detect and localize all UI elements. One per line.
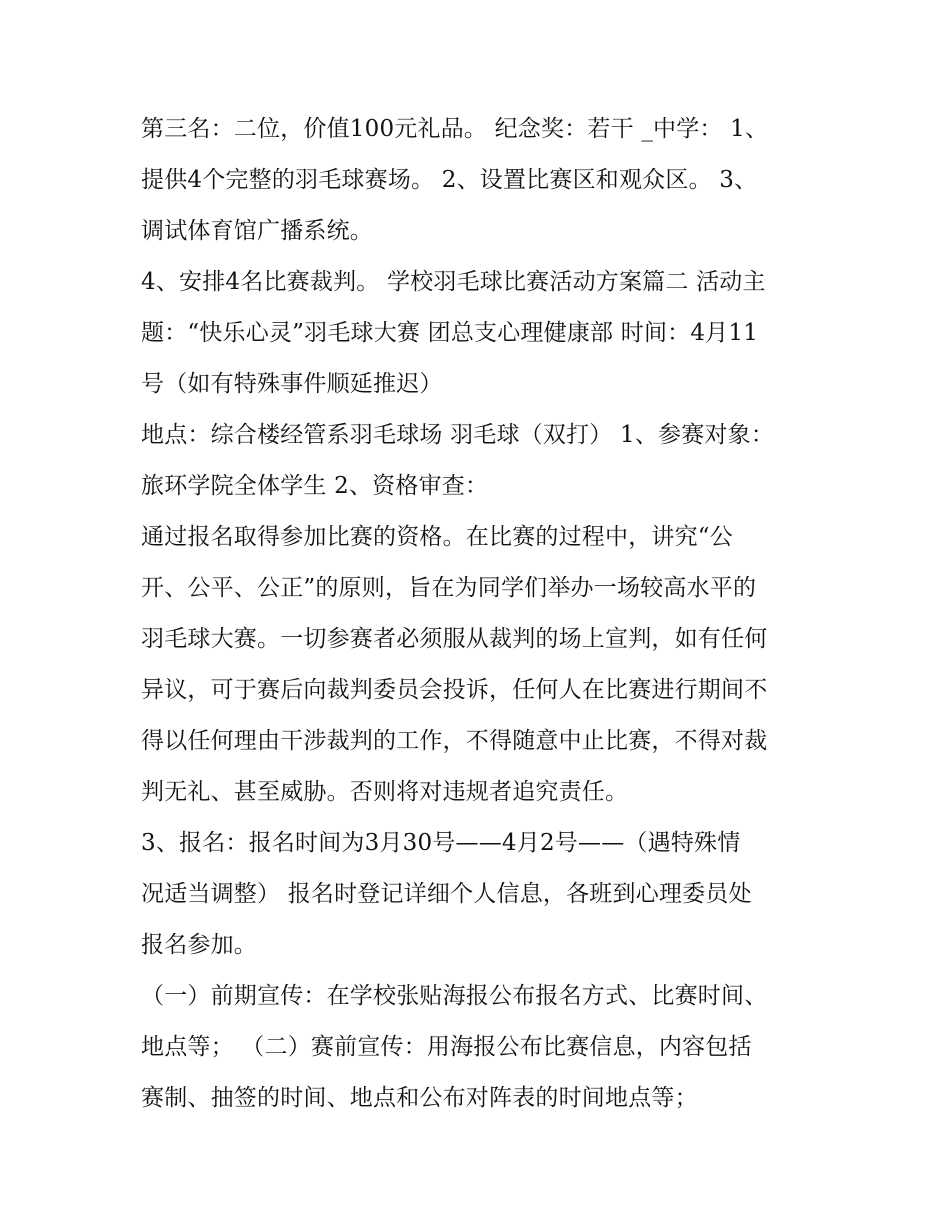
text-line-11: 羽毛球大赛。一切参赛者必须服从裁判的场上宣判，如有任何 bbox=[141, 626, 768, 652]
text-line-17: 报名参加。 bbox=[141, 932, 257, 958]
text-line-13: 得以任何理由干涉裁判的工作，不得随意中止比赛，不得对裁 bbox=[141, 728, 768, 754]
text-line-16: 况适当调整） 报名时登记详细个人信息，各班到心理委员处 bbox=[141, 881, 752, 907]
document-body bbox=[141, 104, 821, 1124]
text-line-3: 调试体育馆广播系统。 bbox=[141, 218, 373, 244]
text-line-12: 异议，可于赛后向裁判委员会投诉，任何人在比赛进行期间不 bbox=[141, 677, 768, 703]
text-line-14: 判无礼、甚至威胁。否则将对违规者追究责任。 bbox=[141, 779, 629, 805]
text-line-18: （一）前期宣传：在学校张贴海报公布报名方式、比赛时间、 bbox=[141, 983, 768, 1009]
text-line-5: 题：“快乐心灵”羽毛球大赛 团总支心理健康部 时间：4月11 bbox=[141, 320, 759, 346]
text-line-4: 4、安排4名比赛裁判。 学校羽毛球比赛活动方案篇二 活动主 bbox=[141, 269, 766, 295]
text-line-9: 通过报名取得参加比赛的资格。在比赛的过程中，讲究“公 bbox=[141, 524, 733, 550]
text-line-8: 旅环学院全体学生 2、资格审查： bbox=[141, 473, 489, 499]
text-line-6: 号（如有特殊事件顺延推迟） bbox=[141, 371, 443, 397]
text-line-10: 开、公平、公正”的原则，旨在为同学们举办一场较高水平的 bbox=[141, 575, 757, 601]
text-line-2: 提供4个完整的羽毛球赛场。 2、设置比赛区和观众区。 3、 bbox=[141, 167, 758, 193]
text-line-15: 3、报名：报名时间为3月30号——4月2号——（遇特殊情 bbox=[141, 830, 741, 856]
text-line-20: 赛制、抽签的时间、地点和公布对阵表的时间地点等； bbox=[141, 1085, 698, 1111]
text-line-1: 第三名：二位，价值100元礼品。 纪念奖：若干 _中学： 1、 bbox=[141, 116, 769, 142]
text-line-7: 地点：综合楼经管系羽毛球场 羽毛球（双打） 1、参赛对象： bbox=[141, 422, 775, 448]
text-line-19: 地点等； （二）赛前宣传：用海报公布比赛信息，内容包括 bbox=[141, 1034, 752, 1060]
